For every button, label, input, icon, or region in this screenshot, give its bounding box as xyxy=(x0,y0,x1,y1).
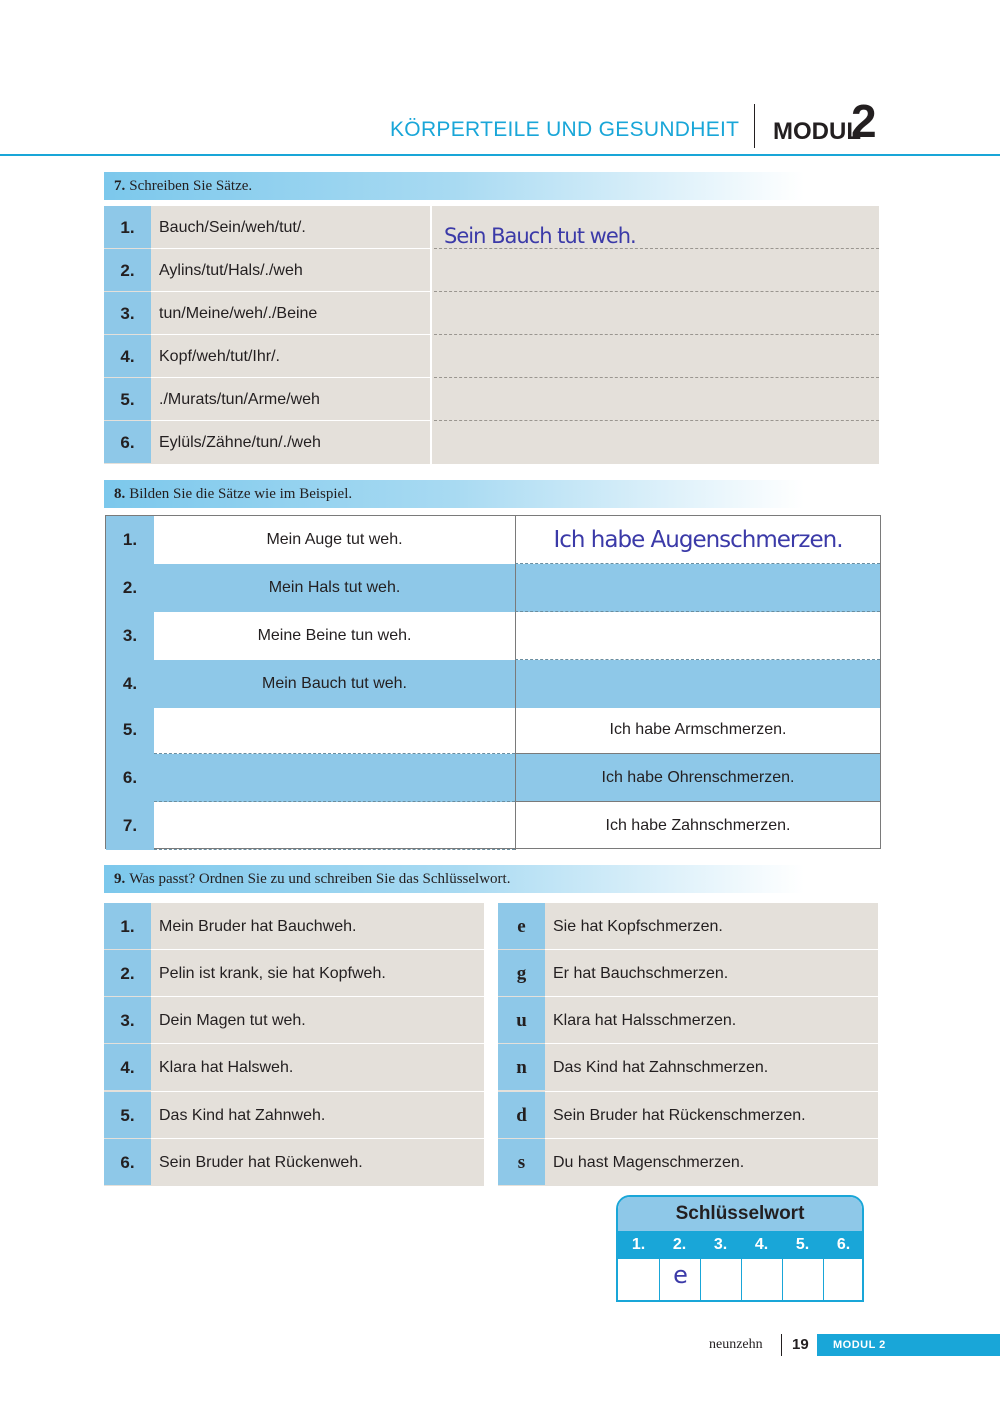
scrambled-words: Kopf/weh/tut/Ihr/. xyxy=(159,348,280,365)
modul-number: 2 xyxy=(851,95,877,147)
footer-modul-tab: MODUL 2 xyxy=(817,1334,1000,1356)
keyword-letter-cell[interactable]: e xyxy=(659,1259,700,1300)
scrambled-words: tun/Meine/weh/./Beine xyxy=(159,305,318,322)
answer-field-1[interactable]: Sein Bauch tut weh. xyxy=(444,224,636,248)
statement-row xyxy=(104,1139,484,1186)
exercise-9-instruction: Was passt? Ordnen Sie zu und schreiben Sie das Schlüsselwort. xyxy=(129,871,511,887)
match-text: Das Kind hat Zahnschmerzen. xyxy=(553,1059,769,1076)
answer-line xyxy=(434,334,879,335)
statement-text: Das Kind hat Zahnweh. xyxy=(159,1107,326,1124)
statement-row xyxy=(104,997,484,1044)
row-number: 1. xyxy=(104,206,151,248)
sentence-cell: Mein Hals tut weh. xyxy=(154,564,515,612)
row-number: 3. xyxy=(104,997,151,1043)
statement-row xyxy=(104,1044,484,1091)
match-row xyxy=(498,1139,878,1186)
row-number: 4. xyxy=(104,335,151,377)
exercise-8-table xyxy=(105,515,881,849)
keyword-letter-cell[interactable] xyxy=(823,1259,864,1300)
row-number: 4. xyxy=(106,660,154,708)
exercise-8-row xyxy=(106,564,880,612)
match-row xyxy=(498,1092,878,1139)
answer-line xyxy=(434,420,879,421)
keyword-position: 3. xyxy=(713,1236,728,1253)
match-text: Er hat Bauchschmerzen. xyxy=(553,965,729,982)
row-number: 6. xyxy=(104,421,151,463)
exercise-7-instruction: Schreiben Sie Sätze. xyxy=(129,178,253,194)
keyword-position: 6. xyxy=(836,1236,851,1253)
exercise-7-row xyxy=(104,421,430,464)
exercise-7-table xyxy=(104,206,879,464)
match-text: Du hast Magenschmerzen. xyxy=(553,1154,745,1171)
page-number: 19 xyxy=(792,1336,809,1353)
exercise-7-row xyxy=(104,206,430,249)
match-row xyxy=(498,1044,878,1091)
letter-key: d xyxy=(498,1092,545,1138)
exercise-7-row xyxy=(104,335,430,378)
page-number-word: neunzehn xyxy=(709,1337,763,1352)
header-rule xyxy=(0,154,1000,156)
letter-key: e xyxy=(498,903,545,949)
row-number: 2. xyxy=(106,564,154,612)
sentence-cell: Ich habe Zahnschmerzen. xyxy=(515,802,880,850)
match-row xyxy=(498,997,878,1044)
exercise-9-number: 9. xyxy=(114,871,126,887)
keyword-letter-cell[interactable] xyxy=(782,1259,823,1300)
footer-divider xyxy=(781,1334,782,1356)
answer-line xyxy=(434,291,879,292)
letter-key: g xyxy=(498,950,545,996)
row-number: 3. xyxy=(104,292,151,334)
row-number: 7. xyxy=(106,802,154,850)
row-number: 6. xyxy=(106,754,154,802)
keyword-position: 4. xyxy=(754,1236,769,1253)
row-number: 1. xyxy=(104,903,151,949)
row-number: 6. xyxy=(104,1139,151,1185)
sentence-cell: Meine Beine tun weh. xyxy=(257,627,412,644)
scrambled-words: Bauch/Sein/weh/tut/. xyxy=(159,219,306,236)
answer-cell[interactable] xyxy=(154,754,515,802)
match-row xyxy=(498,950,878,997)
sentence-cell: Mein Bauch tut weh. xyxy=(154,660,515,708)
statement-text: Pelin ist krank, sie hat Kopfweh. xyxy=(159,965,386,982)
answer-cell[interactable] xyxy=(154,802,515,850)
statement-row xyxy=(104,950,484,997)
exercise-7-number: 7. xyxy=(114,178,126,194)
row-number: 3. xyxy=(106,612,154,660)
sentence-cell: Ich habe Ohrenschmerzen. xyxy=(515,754,880,802)
exercise-8-row xyxy=(106,612,880,660)
exercise-7-row xyxy=(104,249,430,292)
exercise-8-heading xyxy=(104,480,804,508)
statement-text: Sein Bruder hat Rückenweh. xyxy=(159,1154,363,1171)
exercise-8-number: 8. xyxy=(114,486,126,502)
match-text: Sein Bruder hat Rückenschmerzen. xyxy=(553,1107,806,1124)
statement-text: Dein Magen tut weh. xyxy=(159,1012,306,1029)
statement-text: Mein Bruder hat Bauchweh. xyxy=(159,918,357,935)
exercise-7-heading xyxy=(104,172,804,200)
keyword-number-row xyxy=(618,1231,862,1259)
row-number: 5. xyxy=(106,706,154,754)
scrambled-words: Eylüls/Zähne/tun/./weh xyxy=(159,434,321,451)
answer-cell[interactable] xyxy=(515,564,880,612)
exercise-8-row xyxy=(106,660,880,708)
header-divider xyxy=(754,104,755,148)
keyword-box xyxy=(616,1195,864,1302)
answer-cell[interactable] xyxy=(154,706,515,754)
topic-title: KÖRPERTEILE UND GESUNDHEIT xyxy=(390,118,740,141)
keyword-position: 2. xyxy=(672,1236,687,1253)
column-divider xyxy=(430,206,432,464)
answer-cell[interactable] xyxy=(515,612,880,660)
keyword-letter-cell[interactable] xyxy=(618,1259,659,1300)
letter-key: u xyxy=(498,997,545,1043)
keyword-letter-cell[interactable] xyxy=(700,1259,741,1300)
sentence-cell: Mein Auge tut weh. xyxy=(266,531,403,548)
exercise-9-heading xyxy=(104,865,804,893)
match-text: Sie hat Kopfschmerzen. xyxy=(553,918,723,935)
row-number: 4. xyxy=(104,1044,151,1090)
exercise-8-row xyxy=(106,754,880,802)
exercise-9-left-column xyxy=(104,903,484,1186)
exercise-8-row xyxy=(106,706,880,754)
answer-line xyxy=(434,248,879,249)
letter-key: n xyxy=(498,1044,545,1090)
exercise-8-instruction: Bilden Sie die Sätze wie im Beispiel. xyxy=(129,486,353,502)
exercise-7-row xyxy=(104,378,430,421)
match-row xyxy=(498,903,878,950)
exercise-8-row xyxy=(106,802,880,850)
keyword-position: 1. xyxy=(631,1236,646,1253)
row-number: 5. xyxy=(104,378,151,420)
match-text: Klara hat Halsschmerzen. xyxy=(553,1012,737,1029)
answer-cell[interactable] xyxy=(515,660,880,708)
statement-text: Klara hat Halsweh. xyxy=(159,1059,294,1076)
statement-row xyxy=(104,903,484,950)
keyword-position: 5. xyxy=(795,1236,810,1253)
scrambled-words: ./Murats/tun/Arme/weh xyxy=(159,391,320,408)
letter-key: s xyxy=(498,1139,545,1185)
row-number: 5. xyxy=(104,1092,151,1138)
statement-row xyxy=(104,1092,484,1139)
sentence-cell: Ich habe Armschmerzen. xyxy=(515,706,880,754)
exercise-7-row xyxy=(104,292,430,335)
row-number: 2. xyxy=(104,249,151,291)
scrambled-words: Aylins/tut/Hals/./weh xyxy=(159,262,303,279)
modul-label: MODUL xyxy=(773,118,861,145)
keyword-title: Schlüsselwort xyxy=(618,1197,862,1231)
row-number: 2. xyxy=(104,950,151,996)
keyword-letter-cell[interactable] xyxy=(741,1259,782,1300)
answer-cell[interactable]: Ich habe Augenschmerzen. xyxy=(515,516,880,564)
row-number: 1. xyxy=(106,516,154,564)
exercise-9-right-column xyxy=(498,903,878,1186)
exercise-8-row xyxy=(106,516,880,564)
answer-line xyxy=(434,377,879,378)
